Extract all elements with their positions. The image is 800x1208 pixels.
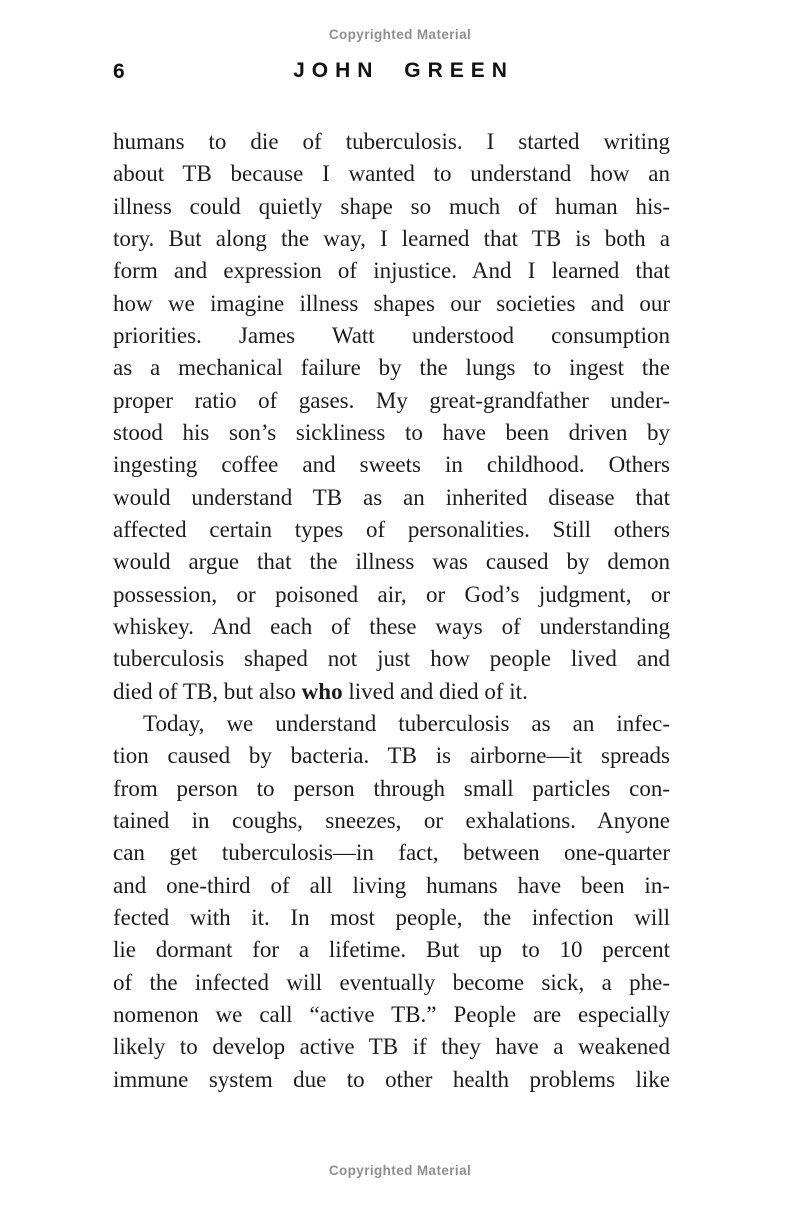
text-line: illness could quietly shape so much of human his- bbox=[113, 193, 670, 219]
text-line: about TB because I wanted to understand how an bbox=[113, 161, 670, 187]
text-line: humans to die of tuberculosis. I started writing bbox=[113, 129, 670, 154]
text-line: tion caused by bacteria. TB is airborne—it spreads bbox=[113, 743, 670, 769]
text-line: tory. But along the way, I learned that TB is both a bbox=[113, 225, 670, 251]
text-line: proper ratio of gases. My great-grandfather under- bbox=[113, 387, 670, 413]
text-line: possession, or poisoned air, or God’s judgment, or bbox=[113, 581, 670, 607]
text-line: priorities. James Watt understood consumption bbox=[113, 322, 670, 348]
text-line: immune system due to other health problems like bbox=[113, 1066, 670, 1092]
text-line: tained in coughs, sneezes, or exhalations. Anyone bbox=[113, 807, 670, 833]
text-line: affected certain types of personalities. Still others bbox=[113, 516, 670, 542]
text-line: how we imagine illness shapes our societies and our bbox=[113, 290, 670, 316]
text-line: ingesting coffee and sweets in childhood. Others bbox=[113, 452, 670, 478]
copyright-notice-top: Copyrighted Material bbox=[328, 27, 472, 42]
text-line: likely to develop active TB if they have a weakened bbox=[113, 1034, 670, 1060]
text-line: died of TB, but also who lived and died of it. bbox=[113, 678, 528, 704]
text-line: lie dormant for a lifetime. But up to 10 percent bbox=[113, 937, 670, 963]
text-line: nomenon we call “active TB.” People are especially bbox=[113, 1001, 670, 1027]
page-number: 6 bbox=[113, 60, 125, 83]
text-line: and one-third of all living humans have been in- bbox=[113, 872, 670, 898]
text-line: as a mechanical failure by the lungs to ingest the bbox=[113, 355, 670, 381]
text-line: tuberculosis shaped not just how people lived and bbox=[113, 646, 670, 672]
text-line: stood his son’s sickliness to have been driven by bbox=[113, 419, 670, 445]
text-line: can get tuberculosis—in fact, between one-quarter bbox=[113, 840, 670, 866]
copyright-notice-bottom: Copyrighted Material bbox=[328, 1163, 472, 1178]
text-line: whiskey. And each of these ways of understanding bbox=[113, 613, 670, 639]
text-line: would argue that the illness was caused by demon bbox=[113, 549, 670, 575]
text-line: Today, we understand tuberculosis as an infec- bbox=[143, 710, 670, 736]
text-line: of the infected will eventually become sick, a phe- bbox=[113, 969, 670, 995]
text-line: form and expression of injustice. And I learned that bbox=[113, 258, 670, 284]
text-line: would understand TB as an inherited disease that bbox=[113, 484, 670, 510]
text-line: fected with it. In most people, the infection will bbox=[113, 904, 670, 930]
body-text bbox=[113, 126, 670, 1096]
running-head-author: JOHN GREEN bbox=[293, 59, 514, 82]
page-header bbox=[0, 59, 800, 89]
text-line: from person to person through small particles con- bbox=[113, 775, 670, 801]
